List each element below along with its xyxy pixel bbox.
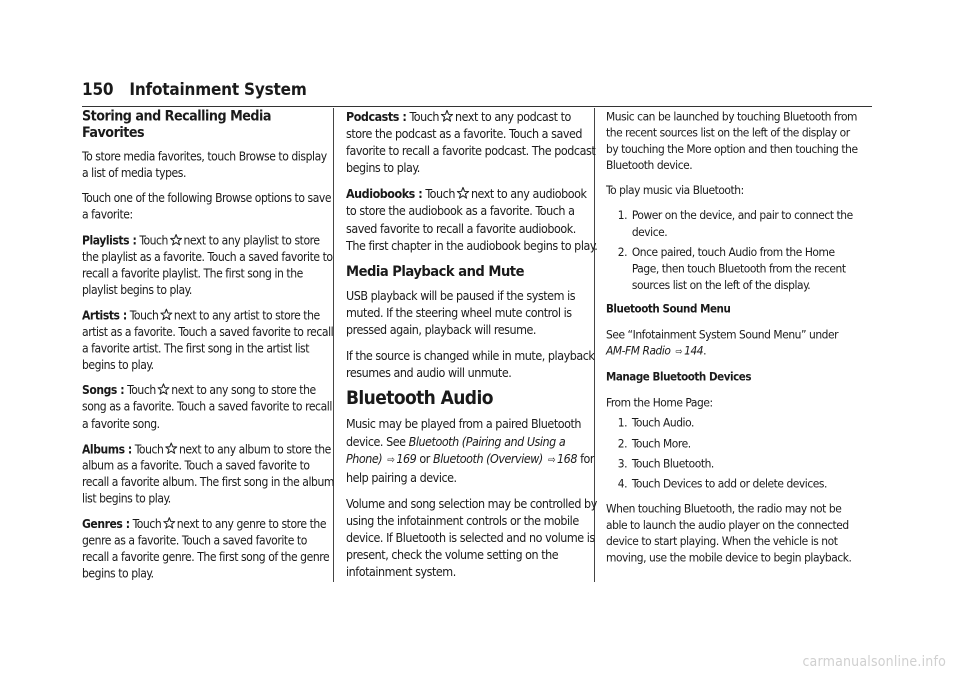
steps-list	[606, 414, 858, 491]
step-number: 2.	[617, 244, 628, 259]
step-text: Touch Devices to add or delete devices.	[631, 475, 827, 491]
star-outline-icon	[169, 233, 183, 247]
cross-reference-link[interactable]: AM-FM Radio	[606, 343, 671, 358]
page-header	[82, 80, 872, 100]
column-3	[606, 108, 858, 574]
section-title: Infotainment System	[129, 80, 307, 100]
paragraph: Music may be played from a paired Bluetooth device. See Bluetooth (Pairing and Using a Phone) ⇨ 169 or Bluetooth (Overview) ⇨ 168 for help pairing a device.	[346, 416, 595, 485]
page-reference-arrow-icon: ⇨	[387, 454, 395, 466]
paragraph: From the Home Page:	[606, 395, 713, 410]
paragraph: When touching Bluetooth, the radio may not be able to launch the audio player on the connected device to start playing. When the vehicle is not moving, use the mobile device to begin playback.	[606, 500, 852, 565]
step-item	[606, 475, 858, 491]
favorites-list	[82, 232, 334, 582]
favorite-option-item: Audiobooks : Touch next to any audiobook to store the audiobook as a favorite. Touch a saved favorite to recall a favorite audiobook. The first chapter in the audiobook begins to play.	[346, 186, 598, 253]
star-outline-icon	[157, 383, 171, 397]
step-number: 3.	[617, 455, 628, 471]
subheading-sound-menu: Bluetooth Sound Menu	[606, 302, 731, 316]
step-text: Once paired, touch Audio from the Home Page, then touch Bluetooth from the recent sources list on the left of the display.	[631, 244, 846, 292]
star-outline-icon	[440, 109, 454, 123]
step-number: 1.	[617, 415, 628, 430]
favorite-option-item: Podcasts : Touch next to any podcast to store the podcast as a favorite. Touch a saved favorite to recall a favorite podcast. The podcast begins to play.	[346, 109, 596, 176]
option-label: Playlists :	[82, 232, 137, 248]
watermark: carmanualsonline.info	[802, 654, 946, 670]
cross-reference-link[interactable]: Bluetooth (Pairing and Using a Phone)	[346, 433, 566, 466]
cross-reference-page[interactable]: 144	[684, 343, 704, 358]
paragraph: USB playback will be paused if the system is muted. If the steering wheel mute control is pressed again, playback will resume.	[346, 287, 576, 338]
option-label: Genres :	[82, 516, 130, 531]
step-item	[606, 435, 858, 451]
favorite-option-item: Songs : Touch next to any song to store the song as a favorite. Touch a saved favorite to recall a favorite song.	[82, 382, 332, 431]
paragraph: See “Infotainment System Sound Menu” under AM-FM Radio ⇨ 144.	[606, 327, 839, 358]
cross-reference-page[interactable]: 168	[557, 450, 577, 466]
paragraph: Music can be launched by touching Bluetooth from the recent sources list on the left of the display or by touching the More option and then touching the Bluetooth device.	[606, 108, 858, 173]
step-text: Touch More.	[631, 435, 691, 450]
step-text: Touch Audio.	[631, 415, 694, 430]
subheading-manage-devices: Manage Bluetooth Devices	[606, 370, 752, 384]
column-1	[82, 108, 334, 590]
page-number: 150	[82, 80, 114, 100]
paragraph: Volume and song selection may be controlled by using the infotainment controls or the mobile device. If Bluetooth is selected and no volume is present, check the volume setting on the infotainment system.	[346, 495, 597, 580]
section-heading-bluetooth-audio: Bluetooth Audio	[346, 387, 493, 410]
option-label: Podcasts :	[346, 109, 407, 124]
steps-list	[606, 207, 858, 293]
star-outline-icon	[164, 441, 178, 455]
star-outline-icon	[162, 516, 176, 530]
step-item	[606, 455, 858, 471]
favorite-option-item: Playlists : Touch next to any playlist to store the playlist as a favorite. Touch a saved favorite to recall a favorite playlist. The first song in the playlist begins to play.	[82, 232, 333, 297]
page-reference-arrow-icon: ⇨	[547, 454, 556, 466]
favorite-option-item: Albums : Touch next to any album to store the album as a favorite. Touch a saved favorite to recall a favorite album. The first song in the album list begins to play.	[82, 441, 334, 506]
step-number: 1.	[617, 207, 628, 223]
step-number: 2.	[617, 435, 628, 450]
star-outline-icon	[456, 186, 470, 200]
star-outline-icon	[159, 308, 173, 322]
step-text: Touch Bluetooth.	[631, 455, 714, 471]
favorite-option-item: Artists : Touch next to any artist to store the artist as a favorite. Touch a saved favorite to recall a favorite artist. The first song in the artist list begins to play.	[82, 307, 334, 373]
cross-reference-page[interactable]: 169	[396, 450, 417, 466]
paragraph: To play music via Bluetooth:	[606, 182, 744, 198]
option-label: Albums :	[82, 441, 132, 456]
step-number: 4.	[617, 475, 628, 491]
step-item	[606, 207, 858, 240]
step-item	[606, 243, 858, 292]
step-item	[606, 414, 858, 430]
option-label: Audiobooks :	[346, 186, 423, 202]
section-heading-media: Media Playback and Mute	[346, 262, 524, 280]
column-2	[346, 108, 598, 589]
option-label: Songs :	[82, 382, 125, 398]
page-reference-arrow-icon: ⇨	[675, 347, 683, 358]
paragraph: Touch one of the following Browse options to save a favorite:	[82, 190, 332, 222]
cross-reference-link[interactable]: Bluetooth (Overview)	[433, 450, 543, 466]
paragraph: To store media favorites, touch Browse to display a list of media types.	[82, 148, 327, 181]
favorite-option-item: Genres : Touch next to any genre to store the genre as a favorite. Touch a saved favorite to recall a favorite genre. The first song of the genre begins to play.	[82, 516, 330, 581]
step-text: Power on the device, and pair to connect the device.	[631, 207, 853, 239]
favorites-list	[346, 108, 598, 254]
paragraph: If the source is changed while in mute, playback resumes and audio will unmute.	[346, 348, 595, 381]
section-heading-favorites: Storing and Recalling Media Favorites	[82, 108, 272, 142]
option-label: Artists :	[82, 307, 127, 323]
